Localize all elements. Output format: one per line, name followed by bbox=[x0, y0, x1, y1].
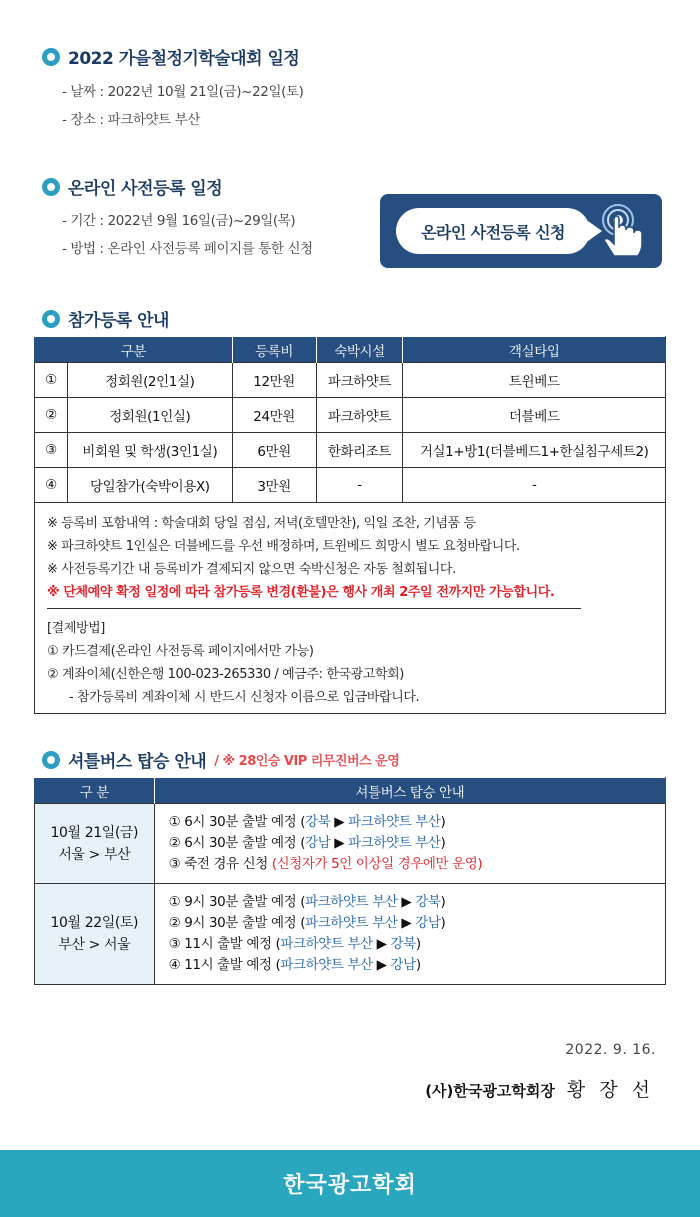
day2-line-4: ④ 11시 출발 예정 (파크하얏트 부산 ▶ 강남) bbox=[168, 957, 421, 973]
day1-line-1: ① 6시 30분 출발 예정 (강북 ▶ 파크하얏트 부산) bbox=[168, 814, 446, 830]
row-number: ① bbox=[35, 363, 68, 398]
online-registration-button[interactable] bbox=[380, 194, 662, 268]
table-header-row bbox=[35, 778, 666, 804]
day1-date: 10월 21일(금) bbox=[50, 824, 139, 841]
header-room: 객실타입 bbox=[403, 337, 666, 363]
day1-line-2: ② 6시 30분 출발 예정 (강남 ▶ 파크하얏트 부산) bbox=[168, 835, 446, 851]
row-room: 거실1+방1(더블베드1+한실침구세트2) bbox=[403, 433, 666, 468]
preregistration-section-title bbox=[42, 174, 222, 199]
ring-bullet-icon bbox=[42, 310, 60, 328]
day1-cell bbox=[35, 804, 155, 884]
row-category: 비회원 및 학생(3인1실) bbox=[67, 433, 232, 468]
shuttle-section-title bbox=[42, 747, 399, 772]
table-row bbox=[35, 804, 666, 884]
preregistration-period: - 기간 : 2022년 9월 16일(금)~29일(목) bbox=[62, 213, 296, 229]
day2-route: 부산 > 서울 bbox=[58, 937, 131, 953]
preregistration-method: - 방법 : 온라인 사전등록 페이지를 통한 신청 bbox=[62, 241, 313, 257]
header-category: 구분 bbox=[35, 337, 233, 363]
day2-line-3: ③ 11시 출발 예정 (파크하얏트 부산 ▶ 강북) bbox=[168, 936, 421, 952]
row-fee: 24만원 bbox=[232, 398, 316, 433]
day2-cell bbox=[35, 884, 155, 985]
divider bbox=[47, 608, 581, 609]
row-room: 트윈베드 bbox=[403, 363, 666, 398]
signature bbox=[425, 1075, 654, 1102]
preregistration-title: 온라인 사전등록 일정 bbox=[68, 179, 223, 199]
day2-line-2: ② 9시 30분 출발 예정 (파크하얏트 부산 ▶ 강남) bbox=[168, 915, 446, 931]
day2-schedule bbox=[154, 884, 665, 985]
row-number: ④ bbox=[35, 468, 68, 503]
issue-date: 2022. 9. 16. bbox=[565, 1042, 656, 1058]
note-included-items: ※ 등록비 포함내역 : 학술대회 당일 점심, 저녁(호텔만찬), 익일 조찬, 기념품 등 bbox=[47, 516, 476, 531]
day1-line-3: ③ 죽전 경유 신청 (신청자가 5인 이상일 경우에만 운영) bbox=[168, 856, 483, 872]
table-row bbox=[35, 433, 666, 468]
payment-note: - 참가등록비 계좌이체 시 반드시 신청자 이름으로 입금바랍니다. bbox=[69, 690, 420, 705]
row-category: 당일참가(숙박이용X) bbox=[67, 468, 232, 503]
conference-title: 2022 가을철정기학술대회 일정 bbox=[68, 49, 300, 69]
ring-bullet-icon bbox=[42, 751, 60, 769]
day2-date: 10월 22일(토) bbox=[50, 915, 139, 931]
note-auto-cancel: ※ 사전등록기간 내 등록비가 결제되지 않으면 숙박신청은 자동 철회됩니다. bbox=[47, 562, 456, 577]
row-category: 정회원(1인실) bbox=[67, 398, 232, 433]
payment-transfer: ② 계좌이체(신한은행 100-023-265330 / 예금주: 한국광고학회) bbox=[47, 667, 404, 682]
conference-place: - 장소 : 파크하얏트 부산 bbox=[62, 112, 200, 128]
conference-date: - 날짜 : 2022년 10월 21일(금)~22일(토) bbox=[62, 84, 304, 100]
row-hotel: 파크하얏트 bbox=[316, 363, 403, 398]
table-row bbox=[35, 884, 666, 985]
table-row bbox=[35, 363, 666, 398]
row-fee: 12만원 bbox=[232, 363, 316, 398]
payment-card: ① 카드결제(온라인 사전등록 페이지에서만 가능) bbox=[47, 644, 314, 659]
day1-schedule bbox=[154, 804, 665, 884]
row-number: ② bbox=[35, 398, 68, 433]
note-single-room: ※ 파크하얏트 1인실은 더블베드를 우선 배정하며, 트윈베드 희망시 별도 요청바랍니다. bbox=[47, 539, 520, 554]
ring-bullet-icon bbox=[42, 48, 60, 66]
ring-bullet-icon bbox=[42, 178, 60, 196]
row-hotel: 한화리조트 bbox=[316, 433, 403, 468]
footer-logo-text: 한국광고학회 bbox=[283, 1173, 417, 1198]
day2-line-1: ① 9시 30분 출발 예정 (파크하얏트 부산 ▶ 강북) bbox=[168, 894, 446, 910]
row-hotel: - bbox=[316, 468, 403, 503]
shuttle-note: / ※ 28인승 VIP 리무진버스 운영 bbox=[214, 754, 400, 769]
table-row bbox=[35, 398, 666, 433]
conference-section-title bbox=[42, 44, 299, 69]
online-registration-button-label: 온라인 사전등록 신청 bbox=[396, 208, 590, 254]
note-refund-warning: ※ 단체예약 확정 일정에 따라 참가등록 변경(환불)은 행사 개최 2주일 전까지만 가능합니다. bbox=[47, 585, 555, 600]
payment-title: [결제방법] bbox=[47, 621, 105, 636]
pointing-hand-icon bbox=[592, 200, 656, 264]
signature-org: (사)한국광고학회장 bbox=[425, 1082, 555, 1100]
table-row bbox=[35, 468, 666, 503]
row-room: - bbox=[403, 468, 666, 503]
header-shuttle-info: 셔틀버스 탑승 안내 bbox=[154, 778, 665, 804]
registration-notes bbox=[34, 502, 666, 714]
header-hotel: 숙박시설 bbox=[316, 337, 403, 363]
row-fee: 3만원 bbox=[232, 468, 316, 503]
row-hotel: 파크하얏트 bbox=[316, 398, 403, 433]
day1-route: 서울 > 부산 bbox=[58, 846, 131, 863]
footer-banner bbox=[0, 1150, 700, 1217]
shuttle-title: 셔틀버스 탑승 안내 bbox=[68, 752, 207, 772]
table-header-row bbox=[35, 337, 666, 363]
header-fee: 등록비 bbox=[232, 337, 316, 363]
row-category: 정회원(2인1실) bbox=[67, 363, 232, 398]
row-room: 더블베드 bbox=[403, 398, 666, 433]
registration-title: 참가등록 안내 bbox=[68, 311, 169, 331]
header-division: 구 분 bbox=[35, 778, 155, 804]
row-number: ③ bbox=[35, 433, 68, 468]
row-fee: 6만원 bbox=[232, 433, 316, 468]
shuttle-table bbox=[34, 777, 666, 985]
registration-section-title bbox=[42, 306, 169, 331]
registration-fee-table bbox=[34, 336, 666, 503]
signature-name: 황 장 선 bbox=[566, 1079, 654, 1101]
